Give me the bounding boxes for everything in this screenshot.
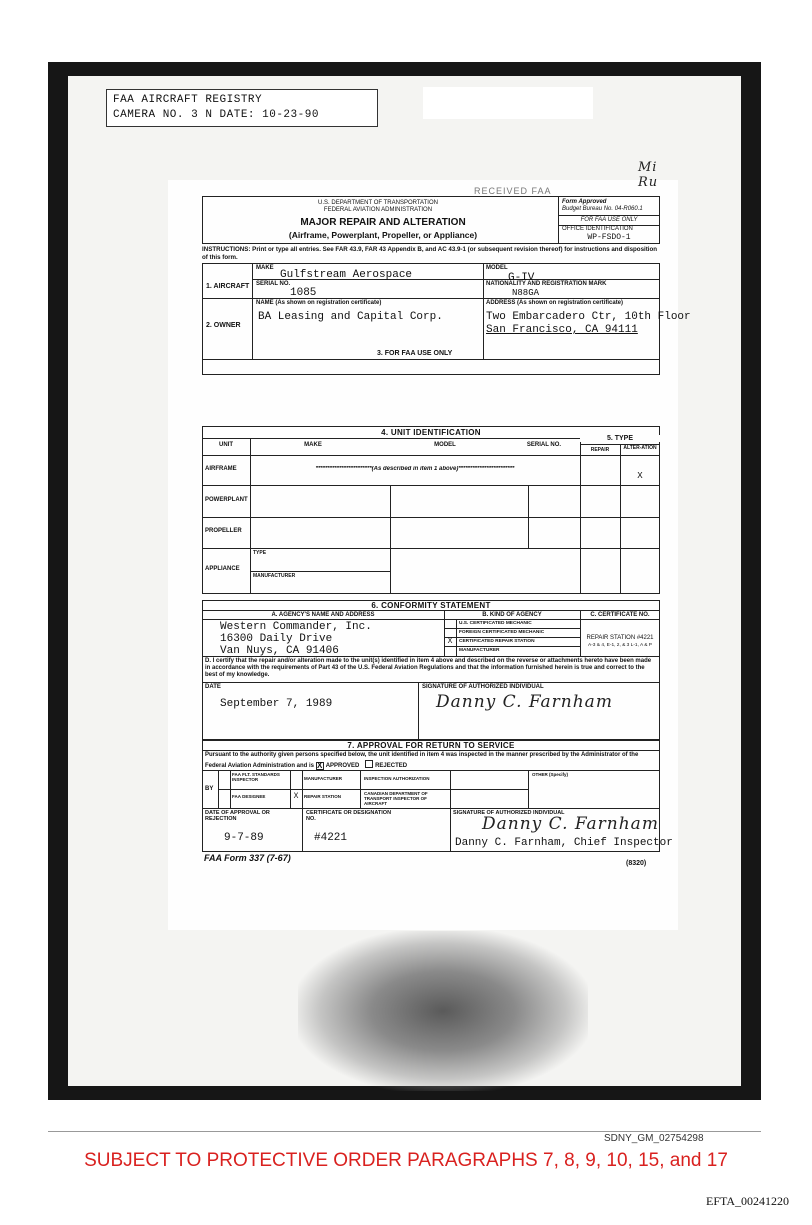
kind-of-agency-label: B. KIND OF AGENCY — [482, 612, 542, 618]
owner-label: 2. OWNER — [206, 322, 241, 329]
office-identification-value: WP-FSDO-1 — [587, 233, 631, 242]
unit-identification-title: 4. UNIT IDENTIFICATION — [381, 428, 481, 437]
serial-label: SERIAL NO. — [256, 281, 291, 287]
manufacturer-option: MANUFACTURER — [304, 776, 342, 781]
col-repair: REPAIR — [590, 447, 610, 453]
approval-cert-label: CERTIFICATE OR DESIGNATION NO. — [306, 810, 392, 822]
approval-statement — [205, 752, 657, 770]
approval-title: 7. APPROVAL FOR RETURN TO SERVICE — [347, 741, 515, 750]
airframe-description: ************************(As described in item 1 above)************************ — [315, 466, 515, 472]
inspection-authorization-option: INSPECTION AUTHORIZATION — [364, 776, 430, 781]
kind-manufacturer: MANUFACTURER — [459, 648, 500, 653]
approval-signer-name: Danny C. Farnham, Chief Inspector — [455, 837, 673, 849]
form-number: FAA Form 337 (7-67) — [204, 853, 291, 863]
budget-bureau: Budget Bureau No. 04-R060.1 — [562, 206, 643, 212]
conformity-signature: Danny C. Farnham — [436, 692, 613, 712]
agency-line1: U.S. DEPARTMENT OF TRANSPORTATION — [318, 200, 438, 206]
owner-address-line2: San Francisco, CA 94111 — [486, 324, 638, 336]
approval-cert: #4221 — [314, 832, 348, 844]
approval-date-label: DATE OF APPROVAL OR REJECTION — [205, 810, 270, 822]
row-appliance: APPLIANCE — [205, 566, 240, 572]
corner-note: Mi Ru — [638, 160, 659, 190]
other-option: OTHER (Specify) — [532, 772, 569, 777]
bates-number: SDNY_GM_02754298 — [604, 1133, 704, 1144]
col-model: MODEL — [434, 442, 456, 448]
conformity-title: 6. CONFORMITY STATEMENT — [371, 601, 491, 610]
agency-name: Western Commander, Inc. — [220, 621, 372, 633]
form-337 — [168, 160, 691, 930]
canadian-inspector-option: CANADIAN DEPARTMENT OF TRANSPORT INSPECTOR OF AIRCRAFT — [364, 791, 428, 806]
registry-tag-line2: CAMERA NO. 3 N DATE: 10-23-90 — [113, 109, 319, 121]
certificate-line1: REPAIR STATION #4221 — [586, 635, 654, 641]
agency-address2: Van Nuys, CA 91406 — [220, 645, 339, 657]
nationality-label: NATIONALITY AND REGISTRATION MARK — [486, 281, 607, 287]
approval-text: Pursuant to the authority given persons specified below, the unit identified in item 4 was inspected in the manner prescribed by the Administrator of the Federal Aviation Administration and is — [205, 752, 639, 769]
approval-date: 9-7-89 — [224, 832, 264, 844]
col-make: MAKE — [304, 442, 322, 448]
repair-station-option: REPAIR STATION — [304, 794, 341, 799]
repair-station-option-mark: X — [293, 792, 299, 801]
received-stamp: RECEIVED FAA — [474, 186, 552, 196]
scan-background — [68, 76, 741, 1086]
appliance-type-label: TYPE — [253, 550, 267, 556]
model-value: G-IV — [508, 272, 535, 284]
registry-tag — [106, 89, 378, 127]
row-propeller: PROPELLER — [205, 528, 242, 534]
faa-designee-option: FAA DESIGNEE — [232, 794, 266, 799]
conformity-date-label: DATE — [205, 684, 221, 690]
scan-frame — [48, 62, 761, 1100]
approved-checkbox: X — [317, 760, 323, 770]
approval-signature: Danny C. Farnham — [482, 814, 659, 834]
form-code: (8320) — [626, 860, 647, 867]
agency-line2: FEDERAL AVIATION ADMINISTRATION — [323, 207, 433, 213]
make-value: Gulfstream Aerospace — [280, 269, 413, 281]
aircraft-label: 1. AIRCRAFT — [206, 283, 250, 290]
instructions: INSTRUCTIONS: Print or type all entries. See FAR 43.9, FAR 43 Appendix B, and AC 43.9-1 (or subsequent revision thereof) for instructions and disposition of this form. — [202, 246, 658, 261]
bates-rule — [48, 1131, 761, 1132]
nationality-value: N88GA — [512, 288, 540, 298]
kind-foreign-mechanic: FOREIGN CERTIFICATED MECHANIC — [459, 630, 545, 635]
owner-name-value: BA Leasing and Capital Corp. — [258, 311, 443, 323]
approval-signature-label: SIGNATURE OF AUTHORIZED INDIVIDUAL — [453, 810, 565, 816]
repair-station-mark: X — [447, 637, 453, 646]
col-unit: UNIT — [219, 442, 233, 448]
row-airframe: AIRFRAME — [205, 466, 237, 472]
kind-repair-station: CERTIFICATED REPAIR STATION — [459, 639, 535, 644]
form-subtitle: (Airframe, Powerplant, Propeller, or Appliance) — [288, 230, 478, 240]
conformity-date: September 7, 1989 — [220, 698, 333, 710]
faa-inspector-option: FAA FLT. STANDARDS INSPECTOR — [232, 772, 280, 782]
kind-us-mechanic: U.S. CERTIFICATED MECHANIC — [459, 621, 532, 626]
col-type: 5. TYPE — [580, 435, 660, 442]
efta-number: EFTA_00241220 — [706, 1194, 790, 1208]
rejected-checkbox — [365, 760, 373, 768]
owner-address-line1: Two Embarcadero Ctr, 10th Floor — [486, 311, 691, 323]
model-label: MODEL — [486, 265, 508, 271]
scan-smudge — [298, 931, 588, 1091]
form-approved: Form Approved — [562, 199, 607, 205]
blank-tag — [423, 87, 593, 119]
serial-value: 1085 — [290, 287, 317, 299]
office-identification-label: OFFICE IDENTIFICATION — [562, 226, 633, 232]
col-serial: SERIAL NO. — [526, 442, 562, 448]
owner-name-label: NAME (As shown on registration certificate) — [256, 300, 382, 306]
registry-tag-line1: FAA AIRCRAFT REGISTRY — [113, 94, 263, 106]
certify-statement: D. I certify that the repair and/or alteration made to the unit(s) identified in item 4 above and described on the reverse or attachments hereto have been made in accordance with the requirements of Part 43 of the U.S. Federal Aviation Regulations and that the information furnished herein is true and correct to the best of my knowledge. — [205, 658, 652, 678]
col-alteration: ALTER-ATION — [623, 445, 657, 451]
conformity-signature-label: SIGNATURE OF AUTHORIZED INDIVIDUAL — [422, 684, 544, 690]
protective-order-banner: SUBJECT TO PROTECTIVE ORDER PARAGRAPHS 7, 8, 9, 10, 15, and 17 — [84, 1150, 728, 1171]
faa-use-only-header: FOR FAA USE ONLY — [580, 217, 638, 223]
agency-name-label: A. AGENCY'S NAME AND ADDRESS — [271, 612, 375, 618]
approved-label: APPROVED — [325, 762, 360, 769]
approval-by-label: BY — [205, 786, 214, 792]
owner-address-label: ADDRESS (As shown on registration certificate) — [486, 300, 624, 306]
rejected-label: REJECTED — [375, 762, 408, 769]
agency-address1: 16300 Daily Drive — [220, 633, 333, 645]
certificate-no-label: C. CERTIFICATE NO. — [590, 612, 650, 618]
appliance-mfr-label: MANUFACTURER — [253, 573, 296, 579]
row-powerplant: POWERPLANT — [205, 497, 248, 503]
form-title: MAJOR REPAIR AND ALTERATION — [300, 217, 466, 228]
make-label: MAKE — [256, 265, 274, 271]
airframe-alteration-mark: X — [637, 471, 643, 481]
faa-use-section-title: 3. FOR FAA USE ONLY — [374, 350, 455, 357]
certificate-line2: A-3 & 4, E-1, 2, & 3 L-1, A & P — [588, 643, 652, 648]
